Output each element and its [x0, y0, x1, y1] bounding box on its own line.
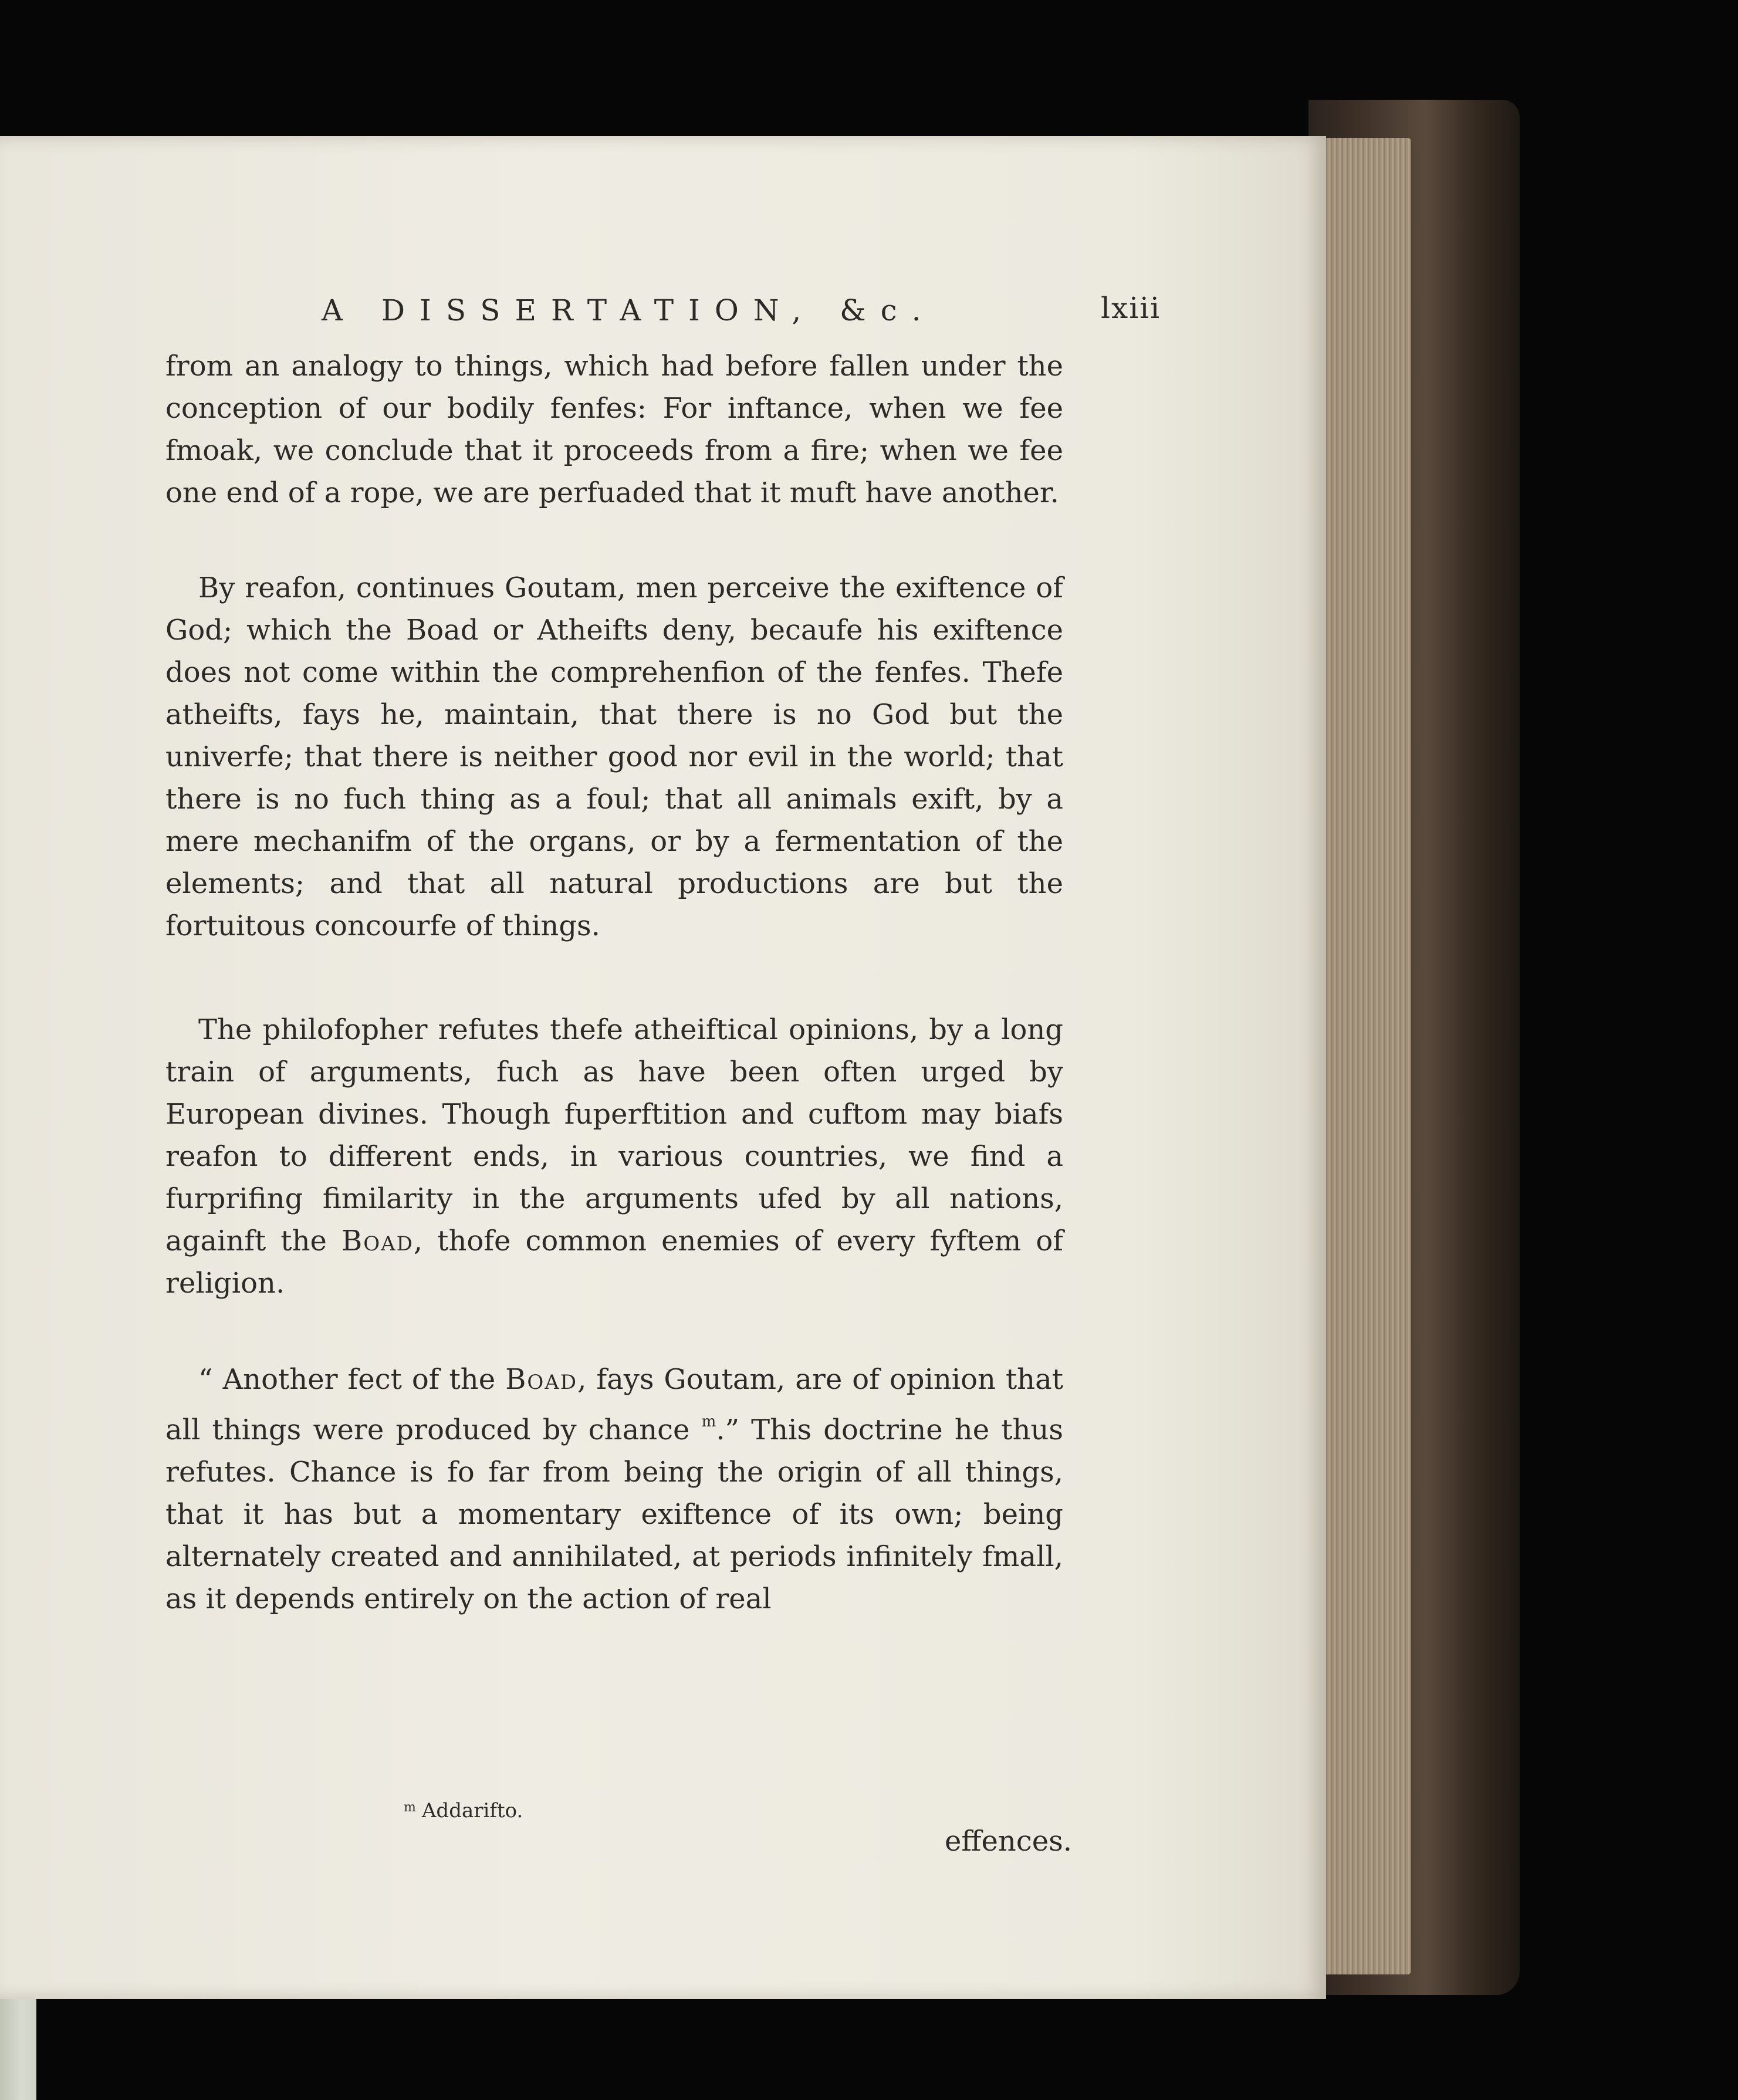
- book-page: [0, 136, 1326, 1999]
- paragraph-4-text-c: .” This doctrine he thus refutes. Chance is fo far from being the origin of all things, that it has but a momentary exiftence of its own; being alternately created and annihilated, at periods infinitely fmall, as it depends entirely on the action of real: [165, 1413, 1063, 1615]
- paragraph-3-text-b: , thofe common enemies of every fyftem of religion.: [165, 1225, 1064, 1300]
- running-head: A DISSERTATION, &c.: [322, 293, 936, 327]
- footnote: [404, 1799, 523, 1822]
- paragraph-2: By reafon, continues Goutam, men perceive the exiftence of God; which the Boad or Atheifts deny, becaufe his exiftence does not come within the comprehenfion of the fenfes. Thefe atheifts, fays he, maintain, that there is no God but the univerfe; that there is neither good nor evil in the world; that there is no fuch thing as a foul; that all animals exift, by a mere mechanifm of the organs, or by a fermentation of the elements; and that all natural productions are but the fortuitous concourfe of things.: [165, 572, 1063, 942]
- catchword: effences.: [945, 1825, 1073, 1858]
- body-text: [165, 345, 1063, 1620]
- page-fore-edge: [1317, 138, 1411, 1974]
- footnote-reference: m: [701, 1413, 716, 1431]
- paragraph-4: [165, 1358, 1063, 1620]
- footnote-text: Addarifto.: [421, 1799, 523, 1822]
- page-number: lxiii: [1101, 291, 1161, 325]
- paragraph-1: from an analogy to things, which had before fallen under the conception of our bodily fenfes: For inftance, when we fee fmoak, we conclude that it proceeds from a fire; when we fee one end of a rope, we are perfuaded that it muft have another.: [165, 350, 1063, 509]
- paragraph-3: [165, 1009, 1063, 1304]
- paragraph-3-text-a: The philofopher refutes thefe atheiftical opinions, by a long train of arguments, fuch as have been often urged by European divines. Though fuperftition and cuftom may biafs reafon to different ends, in various countries, we find a furprifing fimilarity in the arguments ufed by all nations, againft the: [165, 1013, 1063, 1257]
- paragraph-4-text-b: , fays Goutam, are of opinion that all things were produced by chance: [165, 1363, 1063, 1446]
- paragraph-4-boad: Boad: [505, 1363, 578, 1396]
- paragraph-4-text-a: “ Another fect of the: [198, 1363, 506, 1396]
- page-content: [0, 136, 1326, 1999]
- paragraph-3-boad: Boad: [341, 1225, 414, 1257]
- footnote-mark: m: [404, 1800, 416, 1815]
